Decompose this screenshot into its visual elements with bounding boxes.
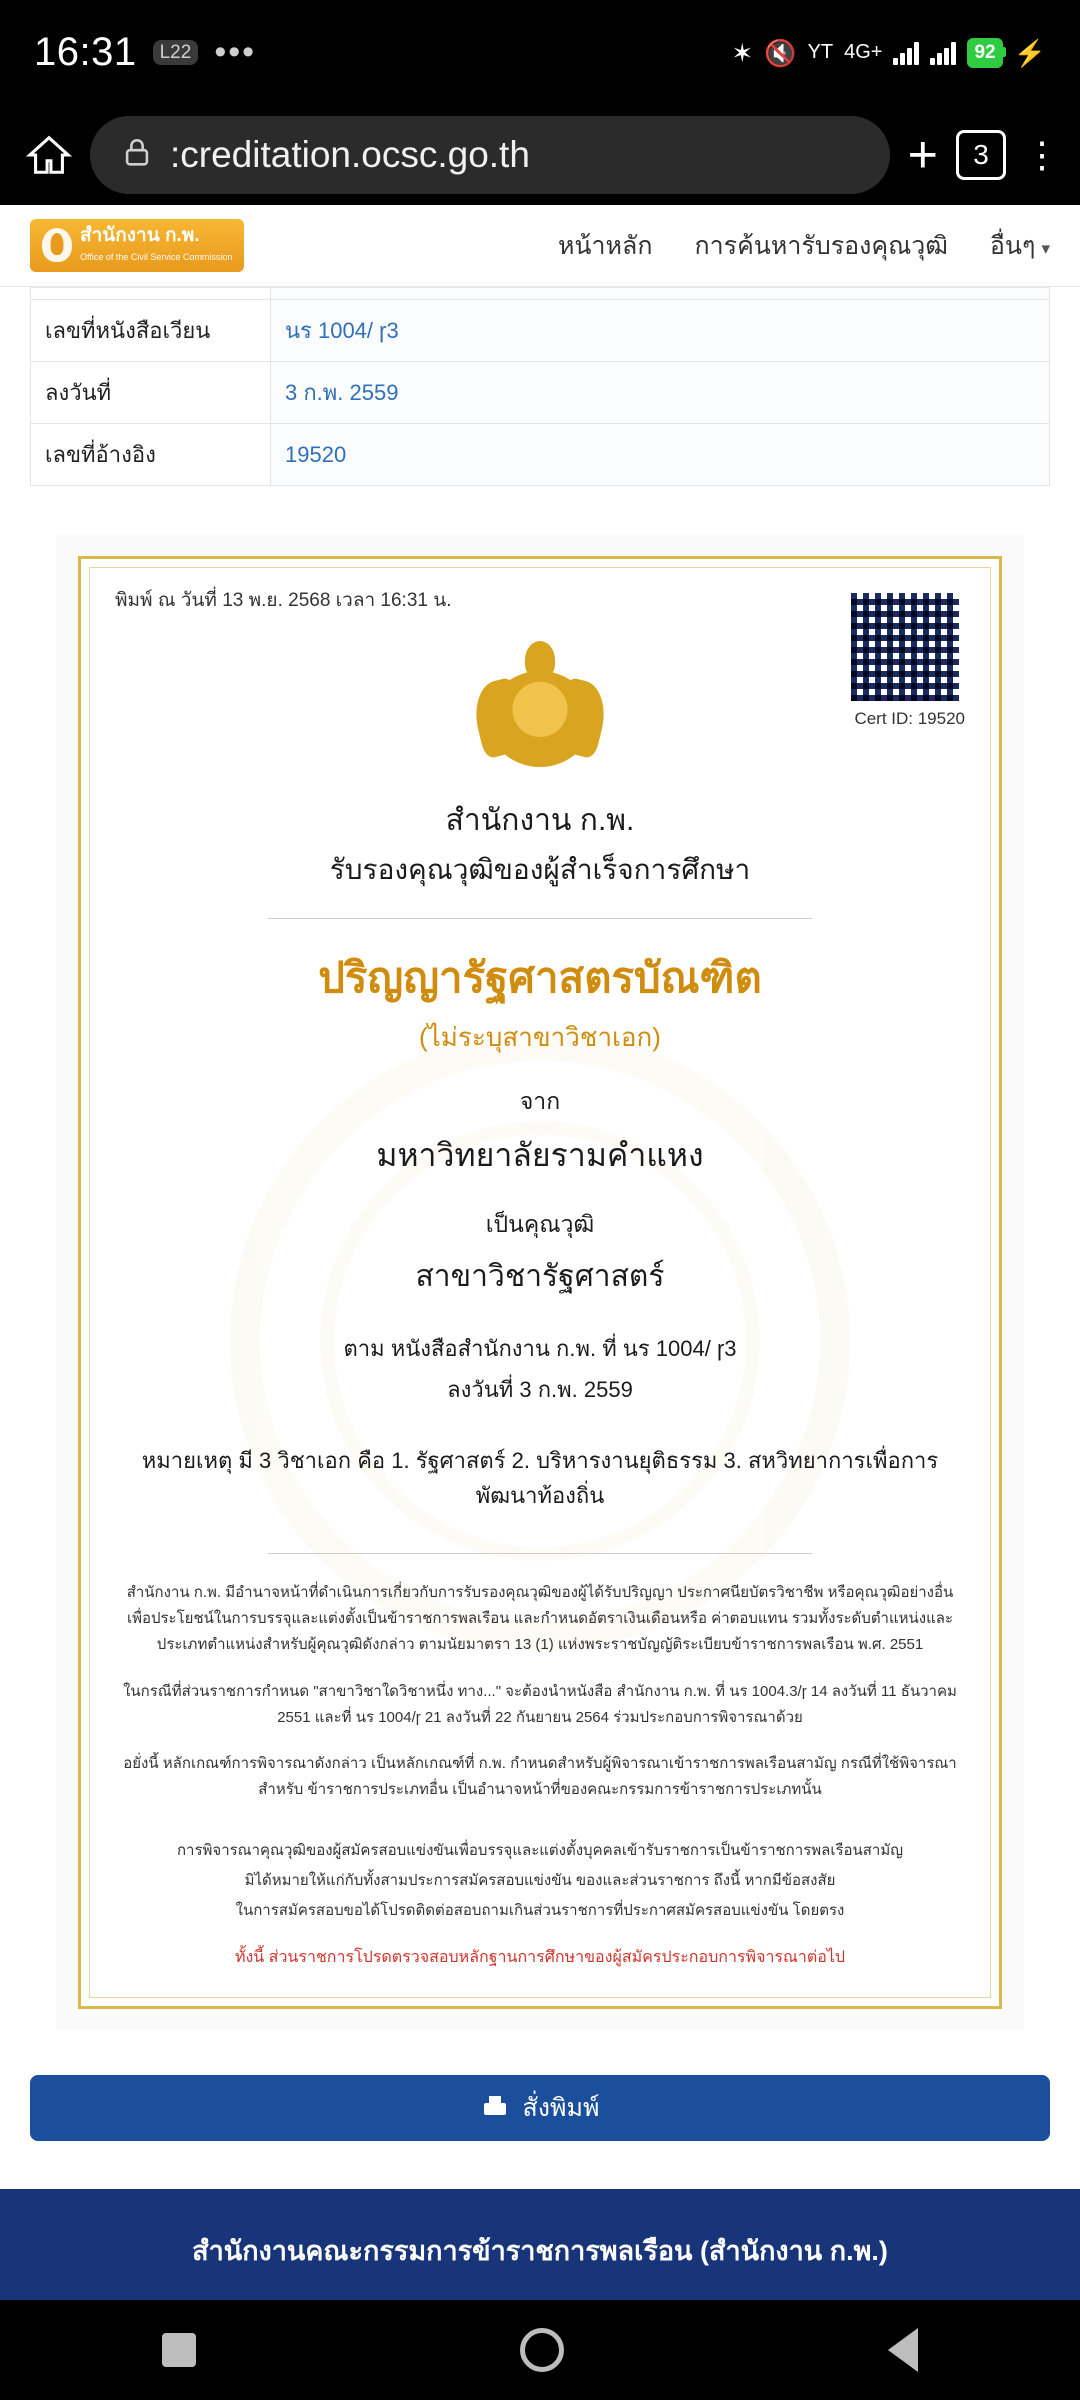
certificate-print-timestamp: พิมพ์ ณ วันที่ 13 พ.ย. 2568 เวลา 16:31 น. xyxy=(115,590,452,611)
certificate-header xyxy=(115,797,965,892)
row-label-date: ลงวันที่ xyxy=(31,362,271,424)
garuda-emblem-icon xyxy=(480,641,600,791)
ocsc-logo[interactable] xyxy=(30,219,244,271)
print-button-label: สั่งพิมพ์ xyxy=(522,2094,600,2123)
nav-item-search-accreditation[interactable]: การค้นหารับรองคุณวุฒิ xyxy=(694,231,948,260)
certificate-body xyxy=(115,945,965,1513)
field-of-study: สาขาวิชารัฐศาสตร์ xyxy=(415,1260,665,1293)
certificate-legal-text xyxy=(115,1580,965,1973)
divider-2 xyxy=(268,1553,812,1554)
print-button[interactable] xyxy=(30,2075,1050,2141)
legal-paragraph-3: อยั่งนี้ หลักเกณฑ์การพิจารณาดังกล่าว เป็นหลักเกณฑ์ที่ ก.พ. กำหนดสำหรับผู้พิจารณาเข้าราชการพลเรือนสามัญ กรณีที่ใช้พิจารณาสำหรับ ข้าราชการประเภทอื่น เป็นอำนาจหน้าที่ของคณะกรรมการข้าราชการประเภทนั้น xyxy=(123,1755,957,1799)
android-navigation-bar xyxy=(0,2300,1080,2400)
signal-strength-icon-1 xyxy=(893,41,919,65)
youtube-icon: YT xyxy=(807,41,834,63)
nav-item-home[interactable]: หน้าหลัก xyxy=(557,231,653,260)
bluetooth-icon: ✶ xyxy=(731,37,754,68)
disclaimer-line-3: ในการสมัครสอบขอได้โปรดติดต่อสอบถามเกินส่วนราชการที่ประกาศสมัครสอบแข่งขัน โดยตรง xyxy=(235,1902,845,1920)
address-bar[interactable] xyxy=(90,116,890,194)
browser-toolbar xyxy=(0,105,1080,205)
row-label-ref-number: เลขที่อ้างอิง xyxy=(31,424,271,486)
degree-name: ปริญญารัฐศาสตรบัณฑิต xyxy=(318,954,762,1001)
certificate-note: หมายเหตุ มี 3 วิชาเอก คือ 1. รัฐศาสตร์ 2. บริหารงานยุติธรรม 3. สหวิทยาการเพื่อการพัฒนาท้องถิ่น xyxy=(141,1447,939,1508)
nav-item-other[interactable] xyxy=(990,226,1050,266)
web-page xyxy=(0,205,1080,2400)
row-label-doc-number: เลขที่หนังสือเวียน xyxy=(31,300,271,362)
table-row-cutoff xyxy=(31,288,1050,300)
disclaimer-line-1: การพิจารณาคุณวุฒิของผู้สมัครสอบแข่งขันเพื่อบรรจุและแต่งตั้งบุคคลเข้ารับราชการเป็นข้าราชการพลเรือนสามัญ xyxy=(176,1841,904,1859)
lock-icon xyxy=(120,136,154,175)
home-icon[interactable] xyxy=(26,132,72,178)
table-row xyxy=(31,300,1050,362)
network-type-label: 4G+ xyxy=(844,41,883,63)
row-value-doc-number: นร 1004/ ɼ3 xyxy=(271,300,1050,362)
new-tab-button[interactable]: + xyxy=(907,126,938,184)
status-overflow-icon: ••• xyxy=(214,33,257,71)
address-bar-url: :creditation.ocsc.go.th xyxy=(170,134,530,175)
home-button-icon[interactable] xyxy=(520,2328,564,2372)
row-value-ref-number: 19520 xyxy=(271,424,1050,486)
recents-button-icon[interactable] xyxy=(162,2333,196,2367)
qr-code-icon xyxy=(851,593,959,701)
disclaimer-line-2: มิได้หมายให้แก่กับทั้งสามประการสมัครสอบแข่งขัน ของและส่วนราชการ ถึงนี้ หากมีข้อสงสัย xyxy=(244,1871,836,1889)
table-row xyxy=(31,424,1050,486)
nav-links xyxy=(558,226,1050,266)
document-info-table xyxy=(0,287,1080,486)
brand-title: สำนักงาน ก.พ. xyxy=(80,225,200,247)
certificate-org-line2: รับรองคุณวุฒิของผู้สำเร็จการศึกษา xyxy=(329,854,751,885)
legal-paragraph-1: สำนักงาน ก.พ. มีอำนาจหน้าที่ดำเนินการเกี่ยวกับการรับรองคุณวุฒิของผู้ได้รับปริญญา ประกาศนียบัตรวิชาชีพ หรือคุณวุฒิอย่างอื่น เพื่อประโยชน์ในการบรรจุและแต่งตั้งเป็นข้าราชการพลเรือน และกำหนดอัตราเงินเดือนหรือ ค่าตอบแทน รวมทั้งระดับตำแหน่งและประเภทตำแหน่งสำหรับผู้คุณวุฒิดังกล่าว ตามนัยมาตรา 13 (1) แห่งพระราชบัญญัติระเบียบข้าราชการพลเรือน พ.ศ. 2551 xyxy=(126,1583,954,1654)
garuda-seal-icon xyxy=(42,228,72,262)
as-qualification-label: เป็นคุณวุฒิ xyxy=(485,1211,595,1237)
degree-major-note: (ไม่ระบุสาขาวิชาเอก) xyxy=(419,1022,661,1052)
footer-title: สำนักงานคณะกรรมการข้าราชการพลเรือน (สำนักงาน ก.พ.) xyxy=(192,2236,888,2267)
nav-item-other-label: อื่นๆ xyxy=(989,231,1036,260)
certificate-org-line1: สำนักงาน ก.พ. xyxy=(445,804,635,837)
status-bar xyxy=(0,0,1080,105)
brand-subtitle: Office of the Civil Service Commission xyxy=(80,252,233,263)
brand-text xyxy=(80,226,232,264)
charging-icon: ⚡ xyxy=(1013,37,1046,68)
status-notification-badge: L22 xyxy=(153,40,199,65)
divider xyxy=(268,918,812,919)
certificate-container xyxy=(56,534,1024,2031)
browser-menu-button[interactable]: ⋮ xyxy=(1024,133,1060,175)
status-bar-right xyxy=(731,38,1046,68)
site-navbar xyxy=(0,205,1080,287)
chevron-down-icon: ▾ xyxy=(1041,238,1050,258)
status-bar-left xyxy=(34,30,256,75)
row-value-date: 3 ก.พ. 2559 xyxy=(271,362,1050,424)
tab-switcher-button[interactable]: 3 xyxy=(956,130,1006,180)
mute-icon: 🔇 xyxy=(764,37,797,68)
warning-text: ทั้งนี้ ส่วนราชการโปรดตรวจสอบหลักฐานการศึกษาของผู้สมัครประกอบการพิจารณาต่อไป xyxy=(234,1949,846,1967)
legal-paragraph-2: ในกรณีที่ส่วนราชการกำหนด "สาขาวิชาใดวิชาหนึ่ง ทาง..." จะต้องนำหนังสือ สำนักงาน ก.พ. ที่ นร 1004.3/ɼ 14 ลงวันที่ 11 ธันวาคม 2551 และที่ นร 1004/ɼ 21 ลงวันที่ 22 กันยายน 2564 ร่วมประกอบการพิจารณาด้วย xyxy=(123,1682,957,1726)
reference-line-2: ลงวันที่ 3 ก.พ. 2559 xyxy=(447,1377,633,1403)
table-row xyxy=(31,362,1050,424)
from-label: จาก xyxy=(519,1088,561,1114)
university-name: มหาวิทยาลัยรามคำแหง xyxy=(376,1137,704,1173)
status-clock: 16:31 xyxy=(34,30,137,74)
signal-strength-icon-2 xyxy=(930,41,956,65)
battery-indicator: 92 xyxy=(967,38,1002,68)
certificate xyxy=(78,556,1002,2009)
reference-line-1: ตาม หนังสือสำนักงาน ก.พ. ที่ นร 1004/ ɼ3 xyxy=(343,1336,737,1361)
certificate-id: Cert ID: 19520 xyxy=(854,709,965,728)
back-button-icon[interactable] xyxy=(888,2328,918,2372)
printer-icon xyxy=(481,2096,509,2120)
